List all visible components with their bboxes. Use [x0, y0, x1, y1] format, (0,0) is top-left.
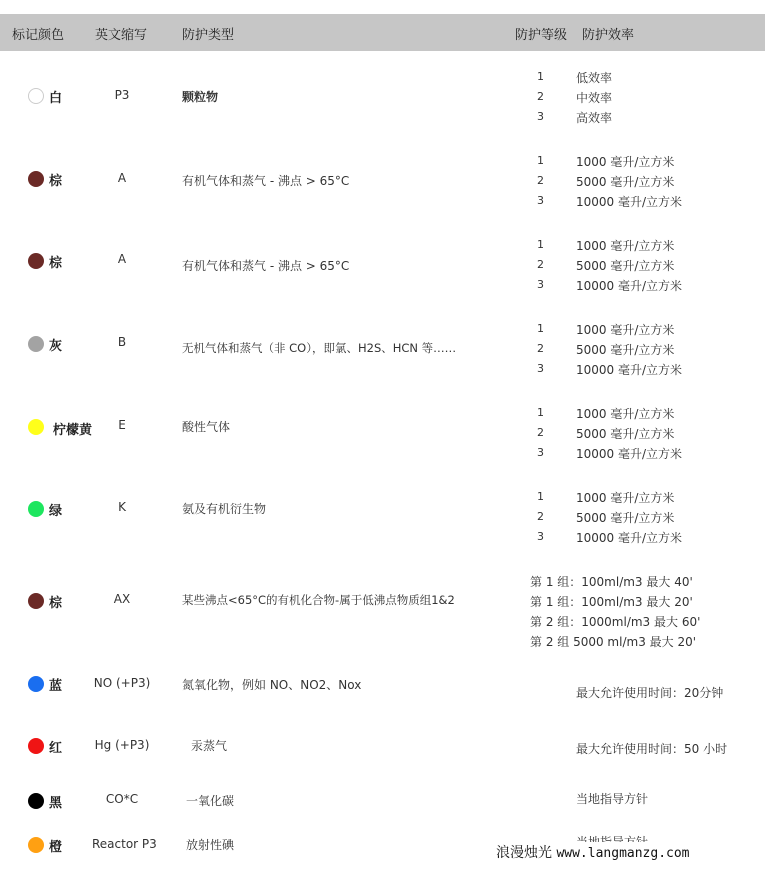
color-swatch — [28, 171, 44, 187]
protection-efficiency: 10000 毫升/立方米 — [576, 363, 683, 377]
protection-efficiency: 低效率 — [576, 71, 613, 85]
group-limit: 第 2 组：1000ml/m3 最大 60' — [530, 615, 701, 629]
color-swatch — [28, 793, 44, 809]
color-name: 白 — [49, 91, 63, 106]
color-name: 棕 — [49, 256, 63, 271]
abbreviation: Reactor P3 — [92, 837, 157, 851]
color-swatch — [28, 419, 44, 435]
color-name: 棕 — [49, 596, 63, 611]
protection-level: 3 — [537, 530, 544, 543]
color-swatch — [28, 738, 44, 754]
abbreviation: A — [117, 171, 127, 185]
table-header — [0, 14, 765, 51]
protection-type: 某些沸点<65°C的有机化合物-属于低沸点物质组1&2 — [182, 593, 455, 607]
protection-level: 3 — [537, 278, 544, 291]
protection-level: 1 — [537, 322, 544, 335]
protection-level: 1 — [537, 70, 544, 83]
protection-level: 3 — [537, 110, 544, 123]
watermark-text: 浪漫烛光 — [496, 845, 552, 861]
protection-efficiency: 5000 毫升/立方米 — [576, 427, 675, 441]
protection-type: 氮氧化物，例如 NO、NO2、Nox — [182, 678, 362, 692]
protection-efficiency: 1000 毫升/立方米 — [576, 155, 675, 169]
protection-efficiency: 1000 毫升/立方米 — [576, 407, 675, 421]
color-name: 蓝 — [49, 679, 63, 694]
color-swatch — [28, 593, 44, 609]
protection-level: 3 — [537, 194, 544, 207]
protection-level: 2 — [537, 174, 544, 187]
abbreviation: AX — [113, 592, 131, 606]
protection-level: 2 — [537, 510, 544, 523]
protection-level: 2 — [537, 90, 544, 103]
abbreviation: E — [118, 418, 126, 432]
protection-efficiency: 5000 毫升/立方米 — [576, 175, 675, 189]
protection-efficiency: 1000 毫升/立方米 — [576, 239, 675, 253]
protection-level: 2 — [537, 258, 544, 271]
color-name: 橙 — [49, 840, 63, 855]
protection-level: 1 — [537, 154, 544, 167]
protection-efficiency: 中效率 — [576, 91, 613, 105]
abbreviation: Hg (+P3) — [94, 738, 150, 752]
header-abbr: 英文缩写 — [95, 28, 148, 43]
abbreviation: K — [118, 500, 126, 514]
color-name: 灰 — [49, 339, 63, 354]
protection-type: 颗粒物 — [182, 90, 219, 104]
protection-type: 氨及有机衍生物 — [182, 502, 267, 516]
watermark-url: www.langmanzg.com — [556, 846, 690, 861]
protection-efficiency: 10000 毫升/立方米 — [576, 195, 683, 209]
protection-efficiency: 1000 毫升/立方米 — [576, 323, 675, 337]
protection-level: 2 — [537, 342, 544, 355]
header-level: 防护等级 — [515, 28, 568, 43]
abbreviation: CO*C — [105, 792, 139, 806]
usage-note: 最大允许使用时间：50 小时 — [576, 742, 728, 756]
color-swatch — [28, 88, 44, 104]
usage-note: 最大允许使用时间：20分钟 — [576, 686, 724, 700]
color-swatch — [28, 501, 44, 517]
protection-efficiency: 10000 毫升/立方米 — [576, 279, 683, 293]
header-efficiency: 防护效率 — [582, 28, 635, 43]
color-name: 棕 — [49, 174, 63, 189]
protection-efficiency: 5000 毫升/立方米 — [576, 511, 675, 525]
group-limit: 第 1 组：100ml/m3 最大 20' — [530, 595, 693, 609]
header-color: 标记颜色 — [12, 28, 65, 43]
color-name: 黑 — [49, 796, 63, 811]
color-swatch — [28, 837, 44, 853]
abbreviation: A — [117, 252, 127, 266]
protection-level: 3 — [537, 446, 544, 459]
group-limit: 第 1 组：100ml/m3 最大 40' — [530, 575, 693, 589]
protection-efficiency: 高效率 — [576, 111, 613, 125]
protection-type: 有机气体和蒸气 - 沸点 > 65°C — [182, 259, 350, 273]
color-swatch — [28, 336, 44, 352]
group-limit: 第 2 组 5000 ml/m3 最大 20' — [530, 635, 697, 649]
protection-type: 一氧化碳 — [186, 794, 235, 808]
protection-type: 放射性碘 — [186, 838, 235, 852]
color-name: 柠檬黄 — [53, 423, 93, 438]
header-type: 防护类型 — [182, 28, 235, 43]
abbreviation: P3 — [114, 88, 130, 102]
color-swatch — [28, 676, 44, 692]
protection-efficiency: 10000 毫升/立方米 — [576, 447, 683, 461]
protection-level: 3 — [537, 362, 544, 375]
color-name: 绿 — [49, 504, 63, 519]
protection-level: 1 — [537, 490, 544, 503]
protection-level: 2 — [537, 426, 544, 439]
protection-type: 无机气体和蒸气（非 CO），即氯、H2S、HCN 等…… — [182, 341, 457, 355]
protection-type: 汞蒸气 — [191, 739, 228, 753]
protection-efficiency: 5000 毫升/立方米 — [576, 259, 675, 273]
abbreviation: NO (+P3) — [93, 676, 151, 690]
protection-efficiency: 1000 毫升/立方米 — [576, 491, 675, 505]
abbreviation: B — [117, 335, 127, 349]
watermark — [494, 842, 692, 862]
protection-type: 有机气体和蒸气 - 沸点 > 65°C — [182, 174, 350, 188]
protection-type: 酸性气体 — [182, 420, 231, 434]
color-name: 红 — [49, 741, 63, 756]
color-swatch — [28, 253, 44, 269]
protection-level: 1 — [537, 406, 544, 419]
protection-level: 1 — [537, 238, 544, 251]
usage-note: 当地指导方针 — [576, 792, 649, 806]
protection-efficiency: 5000 毫升/立方米 — [576, 343, 675, 357]
protection-efficiency: 10000 毫升/立方米 — [576, 531, 683, 545]
